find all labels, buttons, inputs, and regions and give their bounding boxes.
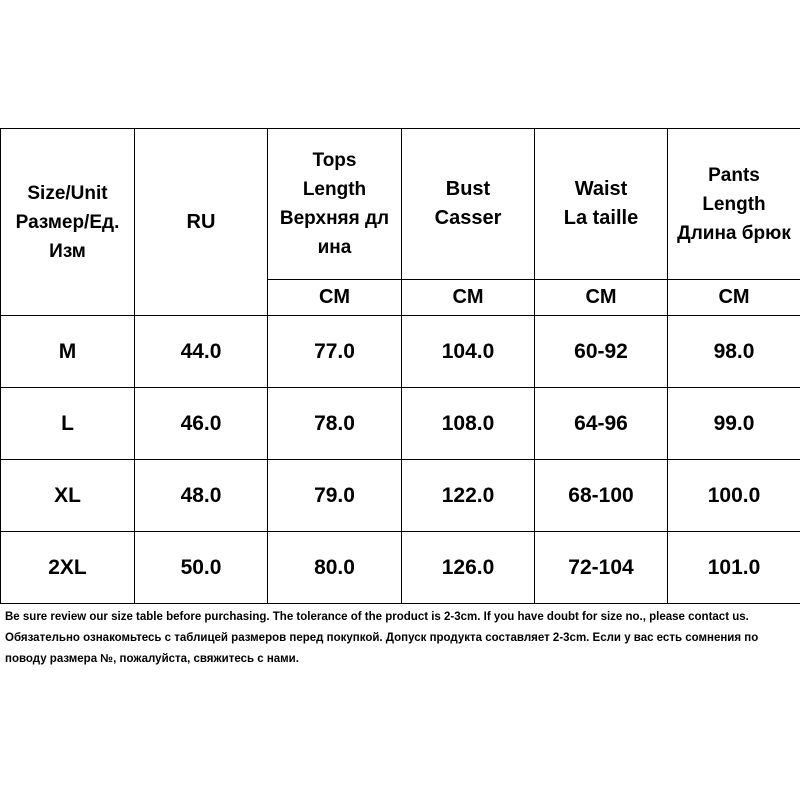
cell-tops-length: 77.0	[268, 316, 402, 388]
header-waist-line: La taille	[563, 207, 639, 229]
unit-tops-length: CM	[268, 280, 402, 316]
header-pants-length-line: Pants	[708, 164, 760, 186]
header-pants-length	[668, 129, 800, 280]
unit-waist: CM	[535, 280, 668, 316]
header-bust-line: Bust	[445, 178, 491, 200]
note-english: Be sure review our size table before purchasing. The tolerance of the product is 2-3cm. If you have doubt for size no., please contact us.	[5, 611, 749, 623]
cell-pants-length: 99.0	[668, 388, 800, 460]
cell-pants-length: 101.0	[668, 532, 800, 604]
cell-pants-length: 98.0	[668, 316, 800, 388]
header-size-unit-line: Size/Unit	[27, 182, 108, 204]
cell-bust: 104.0	[402, 316, 535, 388]
note-russian-line-2: поводу размера №, пожалуйста, свяжитесь с нами.	[5, 653, 299, 665]
header-size-unit-line: Размер/Ед.	[15, 211, 120, 233]
cell-waist: 68-100	[535, 460, 668, 532]
header-bust-line: Casser	[434, 207, 502, 229]
header-tops-length-line: Верхняя дл	[279, 208, 390, 229]
header-tops-length	[268, 129, 402, 280]
cell-ru: 50.0	[135, 532, 268, 604]
cell-ru: 46.0	[135, 388, 268, 460]
table-row	[1, 532, 800, 604]
cell-waist: 64-96	[535, 388, 668, 460]
size-table	[0, 128, 800, 604]
cell-waist: 72-104	[535, 532, 668, 604]
cell-size: M	[1, 316, 135, 388]
cell-bust: 108.0	[402, 388, 535, 460]
header-bust	[402, 129, 535, 280]
cell-pants-length: 100.0	[668, 460, 800, 532]
unit-bust: CM	[402, 280, 535, 316]
header-size-unit	[1, 129, 135, 316]
cell-ru: 48.0	[135, 460, 268, 532]
header-row	[1, 129, 800, 280]
size-notes	[5, 607, 800, 670]
cell-tops-length: 80.0	[268, 532, 402, 604]
cell-size: L	[1, 388, 135, 460]
header-tops-length-line: ина	[317, 237, 352, 258]
cell-bust: 126.0	[402, 532, 535, 604]
table-row	[1, 460, 800, 532]
header-ru	[135, 129, 268, 316]
note-russian-line-1: Обязательно ознакомьтесь с таблицей размеров перед покупкой. Допуск продукта составляет 2-3cm. Если у вас есть сомнения по	[5, 632, 759, 644]
header-pants-length-line: Length	[702, 193, 766, 215]
header-tops-length-line: Tops	[312, 150, 357, 171]
header-pants-length-line: Длина брюк	[677, 222, 791, 244]
cell-bust: 122.0	[402, 460, 535, 532]
header-waist	[535, 129, 668, 280]
header-tops-length-line: Length	[302, 179, 367, 200]
cell-size: 2XL	[1, 532, 135, 604]
cell-tops-length: 78.0	[268, 388, 402, 460]
cell-tops-length: 79.0	[268, 460, 402, 532]
table-row	[1, 316, 800, 388]
cell-waist: 60-92	[535, 316, 668, 388]
unit-pants-length: CM	[668, 280, 800, 316]
cell-ru: 44.0	[135, 316, 268, 388]
table-row	[1, 388, 800, 460]
header-waist-line: Waist	[574, 178, 628, 200]
header-ru-label: RU	[186, 210, 216, 233]
cell-size: XL	[1, 460, 135, 532]
header-size-unit-line: Изм	[49, 240, 86, 262]
